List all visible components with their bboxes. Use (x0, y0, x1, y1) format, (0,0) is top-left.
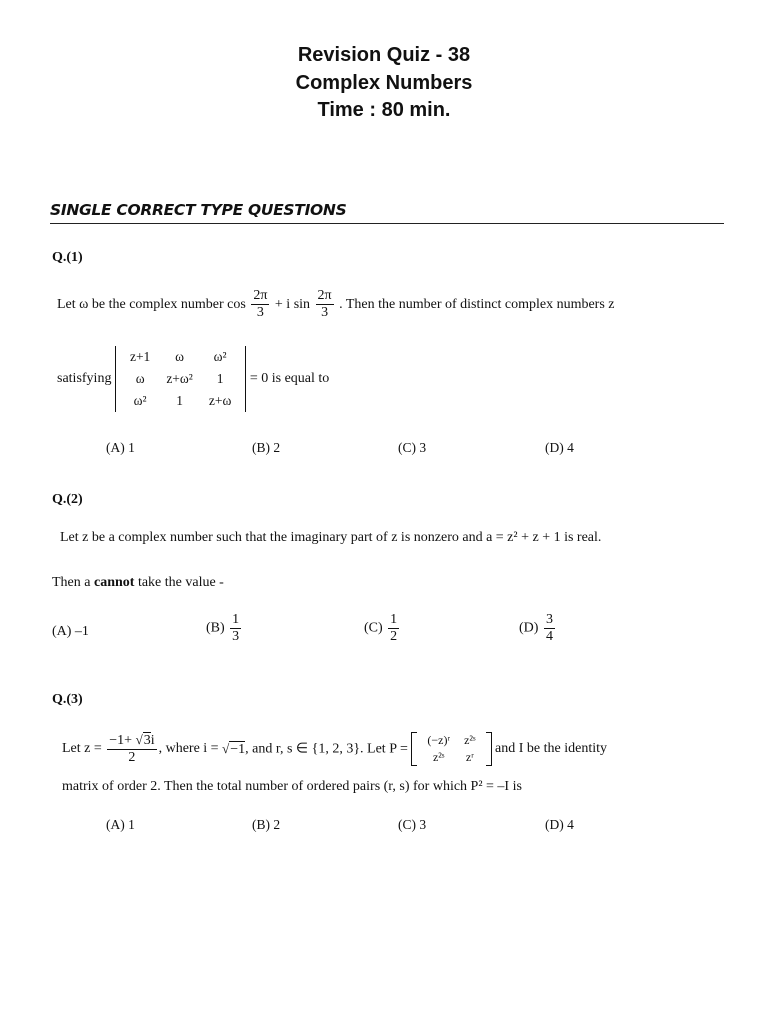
q1-fraction-1: $\frac{2\pi}{3}$ (253, 288, 268, 321)
q3-identity-text: and I be the identity (495, 741, 608, 757)
q1-option-a[interactable]: (A) 1 (106, 440, 135, 455)
q2-option-b[interactable]: (B) $\frac{1}{3}$ (206, 612, 240, 645)
q1-plus-isin: + i sin (274, 296, 311, 312)
q3-rs-text: , and r, s ∈ {1, 2, 3}. Let P = (245, 741, 408, 757)
q3-sqrt-minus-one: √−1 (222, 740, 246, 757)
q1-text-prefix: Let ω be the complex number cos (57, 296, 246, 312)
q1-determinant (115, 346, 246, 412)
q3-where: , where i = (158, 741, 219, 757)
q1-option-c[interactable]: (C) 3 (398, 440, 427, 455)
question-1-number: Q.(1) (52, 250, 83, 265)
question-2-line-1: Let z be a complex number such that the imaginary part of z is nonzero and a = z² + z + 1 is real. (60, 530, 602, 545)
det-cell: z+ω² (166, 371, 193, 386)
det-cell: 1 (176, 393, 183, 408)
question-2-number: Q.(2) (52, 492, 83, 507)
det-cell: 1 (216, 371, 224, 386)
q2-emphasis: cannot (93, 575, 135, 590)
det-cell: ω (135, 371, 145, 386)
q2-text-prefix: Then a (52, 575, 94, 590)
question-1-line-1 (57, 288, 615, 321)
quiz-time: Time : 80 min. (317, 99, 451, 121)
det-cell: ω² (133, 393, 147, 408)
quiz-title: Revision Quiz - 38 (297, 44, 471, 66)
matrix-cell: zʳ (465, 750, 474, 765)
matrix-cell: z²ˢ (464, 733, 476, 748)
q1-option-b[interactable]: (B) 2 (252, 440, 281, 455)
q3-let-z: Let z = (62, 741, 102, 757)
question-3-line-1 (62, 732, 607, 766)
det-cell: z+ω (208, 393, 232, 408)
matrix-cell: (−z)ʳ (427, 733, 451, 748)
question-3-line-2: matrix of order 2. Then the total number of ordered pairs (r, s) for which P² = –I is (62, 779, 522, 794)
q3-matrix-p (411, 732, 491, 766)
quiz-subtitle: Complex Numbers (295, 72, 473, 94)
q3-z-fraction: $\frac{-1+ √3i}{2}$ (109, 732, 155, 766)
q1-satisfying: satisfying (57, 371, 112, 386)
q3-option-a[interactable]: (A) 1 (106, 817, 135, 832)
section-divider (50, 223, 724, 224)
question-3-number: Q.(3) (52, 692, 83, 707)
q2-option-d[interactable]: (D) $\frac{3}{4}$ (519, 612, 553, 645)
q2-option-c[interactable]: (C) $\frac{1}{2}$ (364, 612, 398, 645)
q1-option-d[interactable]: (D) 4 (545, 440, 574, 455)
det-cell: ω (175, 349, 185, 364)
section-heading: SINGLE CORRECT TYPE QUESTIONS (50, 201, 347, 219)
matrix-cell: z²ˢ (432, 750, 445, 765)
q2-option-a[interactable]: (A) –1 (52, 624, 89, 639)
q2-text-suffix: take the value - (134, 575, 224, 590)
question-1-line-2 (57, 346, 329, 412)
q3-option-d[interactable]: (D) 4 (545, 817, 574, 832)
q1-fraction-2: $\frac{2\pi}{3}$ (317, 288, 332, 321)
q1-equals-text: = 0 is equal to (249, 371, 330, 386)
det-cell: ω² (213, 349, 227, 364)
q3-option-c[interactable]: (C) 3 (398, 817, 427, 832)
q3-option-b[interactable]: (B) 2 (252, 817, 281, 832)
question-2-line-2 (52, 575, 224, 591)
det-cell: z+1 (129, 349, 151, 364)
q1-text-suffix: . Then the number of distinct complex numbers z (339, 296, 615, 312)
